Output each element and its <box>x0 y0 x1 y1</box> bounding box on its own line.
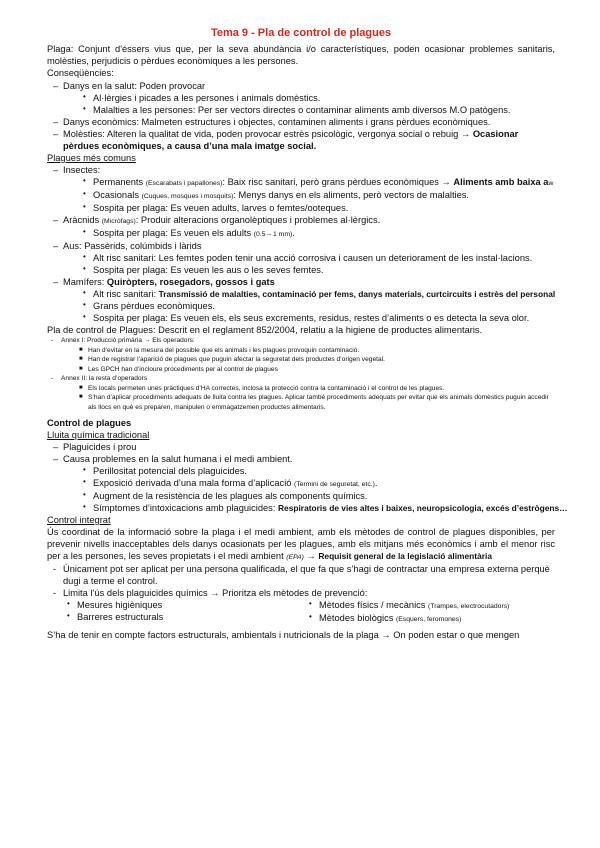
text-span: . <box>292 227 295 238</box>
text-span: (Escarabats i papallones) <box>145 180 223 188</box>
text-span: Han de registrar l’aparició de plagues que puguin afectar la seguretat dels productes d’origen vegetal. <box>88 356 385 364</box>
bullet-marker: ■ <box>79 356 83 363</box>
text-span: (EPA) <box>286 554 304 562</box>
bullet-marker: • <box>83 476 86 486</box>
text-span: Molèsties: Alteren la qualitat de vida, poden provocar estrès psicològic, vergonya social o rebuig → <box>63 128 473 139</box>
lluita-list <box>47 441 568 514</box>
bullet-marker: • <box>83 226 86 236</box>
bullet-marker: - <box>51 337 54 345</box>
text-span: Les GPCH han d’incloure procediments per al control de plagues <box>88 365 278 373</box>
list-item <box>63 202 555 214</box>
consequencies-heading: Conseqüències: <box>47 68 114 79</box>
text-span: Sospita per plaga: Es veuen els, els seus excrements, residus, restes d’aliments o es detecta la seva olor. <box>93 313 530 324</box>
text-span: Aus: <box>63 240 85 251</box>
bullet-marker: • <box>83 103 86 113</box>
text-span: Al·lèrgies i picades a les persones i animals domèstics. <box>93 92 321 103</box>
bullet-marker: • <box>309 599 312 609</box>
text-span: (Trampes, electrocutadors) <box>428 603 510 611</box>
list-item <box>47 453 568 514</box>
text-span: Plaguicides i prou <box>63 441 137 452</box>
list-item <box>47 563 555 587</box>
list-item <box>47 116 555 128</box>
bullet-marker: ■ <box>79 394 83 401</box>
list-item <box>47 441 555 453</box>
text-span: Sospita per plaga: Es veuen els adults <box>93 227 254 238</box>
text-span: . <box>374 477 378 488</box>
list-item <box>289 612 543 625</box>
bullet-marker: - <box>53 563 57 574</box>
text-span: Annex I: Producció primària → Els operadors: <box>61 337 195 345</box>
text-span: Perillositat potencial dels plaguicides. <box>93 465 248 476</box>
text-span: Mesures higièniques <box>77 600 163 611</box>
text-span: Danys econòmics: Malmeten estructures i objectes, contaminen aliments i grans pèrdues econòmiques. <box>63 116 491 127</box>
bullet-marker: – <box>53 441 59 452</box>
list-item <box>63 104 555 116</box>
sub-list <box>63 464 568 514</box>
text-span: Danys en la salut: Poden provocar <box>63 80 206 91</box>
bullet-marker: • <box>83 263 86 273</box>
list-item <box>47 587 555 599</box>
bullet-marker: • <box>83 176 86 186</box>
text-span: w <box>548 180 554 188</box>
list-item <box>47 276 555 324</box>
text-span: : Baix risc sanitari, però grans pèrdues econòmiques → <box>222 177 454 188</box>
text-span: Augment de la resistència de les plagues als components químics. <box>93 490 368 501</box>
text-span: Barreres estructurals <box>77 612 164 623</box>
lluita-heading: Lluita química tradicional <box>47 429 150 440</box>
prevention-left <box>47 599 301 625</box>
text-span: Transmissió de malalties, contaminació per fems, danys materials, curtcircuits i estrès del personal <box>158 288 556 299</box>
bullet-marker: • <box>83 251 86 261</box>
list-item <box>63 300 555 312</box>
text-span: Ús coordinat de la informació sobre la plaga i el medi ambient, amb els mètodes de control de plagues disponibles, per prevenir nivells inacceptables dels danys ocasionats per les plagues, amb els mitjans més econòmics i amb el menor risc per a les persones, les seves propietats i el medi ambient <box>47 527 555 562</box>
list-item <box>47 336 555 374</box>
bullet-marker: • <box>67 599 70 609</box>
bullet-marker: - <box>53 588 57 599</box>
annex-list <box>47 336 555 412</box>
document-page <box>47 26 568 641</box>
text-span: Sospita per plaga: Es veuen adults, larves o femtes/ooteques. <box>93 202 349 213</box>
text-span: Mètodes físics / mecànics <box>319 600 429 611</box>
text-span: Ocasionals <box>93 189 142 200</box>
bullet-marker: – <box>53 453 59 464</box>
bullet-marker: • <box>83 501 86 511</box>
text-span: (Micròfags) <box>101 217 136 225</box>
text-span: S’han d’aplicar procediments adequats de lluita contra les plagues. Aplicar també procediments adequats per evitar que els animals domèstics puguin accedir als llocs en què es preparen, manipulen o emmagatzemen productes alimentaris. <box>88 394 549 411</box>
list-item <box>63 490 555 502</box>
plaga-term: Plaga <box>47 44 71 55</box>
list-item <box>289 599 543 612</box>
sub-list <box>63 176 555 214</box>
text-span: Respiratoris de vies altes i baixes, neuropsicologia, excés d’estrògens… <box>278 502 568 513</box>
text-span: (Esquers, feromones) <box>396 616 462 624</box>
text-span: Permanents <box>93 177 146 188</box>
prevention-methods <box>47 599 555 625</box>
text-span: : Menys danys en els aliments, però vectors de malalties. <box>233 189 470 200</box>
control-heading: Control de plagues <box>47 417 132 428</box>
list-item <box>47 80 555 116</box>
list-item <box>47 374 555 412</box>
sub-list <box>63 92 555 116</box>
bullet-marker: • <box>83 201 86 211</box>
text-span: Quiròpters, rosegadors, gossos i gats <box>106 276 275 287</box>
text-span: (Termini de seguretat, etc.) <box>294 480 375 488</box>
text-span: Requisit general de la legislació alimentària <box>318 551 492 562</box>
list-item <box>61 365 555 375</box>
text-span: Passèrids, colúmbids i làrids <box>84 240 202 251</box>
list-item <box>61 355 555 365</box>
text-span: Insectes: <box>63 165 101 176</box>
bullet-marker: – <box>53 276 59 287</box>
list-item <box>47 599 301 611</box>
text-span: Malalties a les persones: Per ser vectors directes o contaminar aliments amb diversos M.O patògens. <box>93 104 511 115</box>
bullet-marker: • <box>83 91 86 101</box>
text-span: Mamífers: <box>63 276 107 287</box>
integrat-paragraph <box>47 526 555 563</box>
bullet-marker: • <box>67 611 70 621</box>
list-item <box>47 164 555 214</box>
text-span: Sospita per plaga: Es veuen les aus o les seves femtes. <box>93 264 324 275</box>
text-span: (Cuques, mosques i mosquits) <box>141 192 234 200</box>
sub-list <box>63 227 555 240</box>
list-item <box>63 227 555 240</box>
text-span: Grans pèrdues econòmiques. <box>93 300 215 311</box>
bullet-marker: • <box>83 312 86 322</box>
sub-list <box>63 252 555 276</box>
text-span: → <box>303 551 319 562</box>
plaga-definition <box>47 43 555 67</box>
consequencies-list <box>47 80 555 152</box>
plagues-heading: Plagues més comuns <box>47 153 136 163</box>
bullet-marker: • <box>83 299 86 309</box>
list-item <box>63 288 555 300</box>
integrat-list <box>47 563 555 599</box>
plaga-text: : Conjunt d'éssers vius que, per la seva abundància i/o característiques, poden ocasionar problemes sanitaris, molèsties, perjudicis o pèrdues econòmiques a les persones. <box>47 44 555 67</box>
bullet-marker: ■ <box>79 346 83 353</box>
text-span: Alt risc sanitari: Les femtes poden tenir una acció corrosiva i causen un deteriorament de les instal·lacions. <box>93 252 533 263</box>
final-note: S’ha de tenir en compte factors estructurals, ambientals i nutricionals de la plaga → On poden estar o que mengen <box>47 629 520 640</box>
bullet-marker: • <box>309 612 312 622</box>
bullet-marker: ■ <box>79 384 83 391</box>
list-item <box>63 252 555 264</box>
sub-list <box>61 384 555 413</box>
list-item <box>63 477 555 490</box>
bullet-marker: • <box>83 188 86 198</box>
text-span: Ocasionar pèrdues econòmiques, a causa d’una mala imatge social. <box>63 128 519 151</box>
bullet-marker: - <box>51 375 54 383</box>
list-item <box>61 384 555 394</box>
list-item <box>47 128 555 152</box>
text-span: Causa problemes en la salut humana i el medi ambient. <box>63 453 293 464</box>
list-item <box>63 176 555 189</box>
plagues-list <box>47 164 555 324</box>
sub-list <box>61 346 555 375</box>
list-item <box>63 92 555 104</box>
list-item <box>47 611 301 623</box>
text-span: Els locals permeten unes pràctiques d’HA correctes, inclosa la protecció contra la contaminació i el control de les plagues. <box>88 384 445 392</box>
text-span: Han d’evitar en la mesura del possible que els animals i les plagues provoquin contaminació. <box>88 346 360 354</box>
bullet-marker: – <box>53 128 59 139</box>
bullet-marker: – <box>53 214 59 225</box>
list-item <box>63 465 555 477</box>
list-item <box>61 393 555 412</box>
integrat-heading: Control integrat <box>47 514 111 525</box>
bullet-marker: – <box>53 165 59 176</box>
text-span: (0.5 – 1 mm) <box>253 230 293 238</box>
list-item <box>63 501 568 514</box>
bullet-marker: • <box>83 287 86 297</box>
sub-list <box>63 288 555 324</box>
list-item <box>63 189 555 202</box>
text-span: Alt risc sanitari: <box>93 288 159 299</box>
text-span: Aràcnids <box>63 214 102 225</box>
annex-block <box>47 336 555 412</box>
list-item <box>47 240 555 276</box>
text-span: Exposició derivada d’una mala forma d’aplicació <box>93 477 295 488</box>
text-span: Aliments amb baixa a <box>453 177 549 188</box>
text-span: : Produir alteracions organolèptiques i problemes al·lèrgics. <box>135 214 381 225</box>
page-title: Tema 9 - Pla de control de plagues <box>210 27 392 39</box>
list-item <box>61 346 555 356</box>
text-span: Annex II: la resta d’operadors <box>61 375 148 383</box>
text-span: Únicament pot ser aplicat per una persona qualificada, el que fa que s’hagi de contractar una empresa externa perquè dugi a terme el control. <box>63 563 550 587</box>
pla-control-intro: Pla de control de Plagues: Descrit en el reglament 852/2004, relatiu a la higiene de productes alimentaris. <box>47 325 483 336</box>
list-item <box>63 312 555 324</box>
bullet-marker: • <box>83 464 86 474</box>
bullet-marker: – <box>53 116 59 127</box>
bullet-marker: • <box>83 489 86 499</box>
text-span: Mètodes biològics <box>319 613 396 624</box>
bullet-marker: ■ <box>79 365 83 372</box>
text-span: Limita l’ús dels plaguicides químics → Prioritza els mètodes de prevenció: <box>63 588 368 599</box>
prevention-right <box>289 599 543 625</box>
bullet-marker: – <box>53 80 59 91</box>
list-item <box>63 264 555 276</box>
list-item <box>47 214 555 240</box>
bullet-marker: – <box>53 240 59 251</box>
text-span: Símptomes d’intoxicacions amb plaguicides: <box>93 502 278 513</box>
